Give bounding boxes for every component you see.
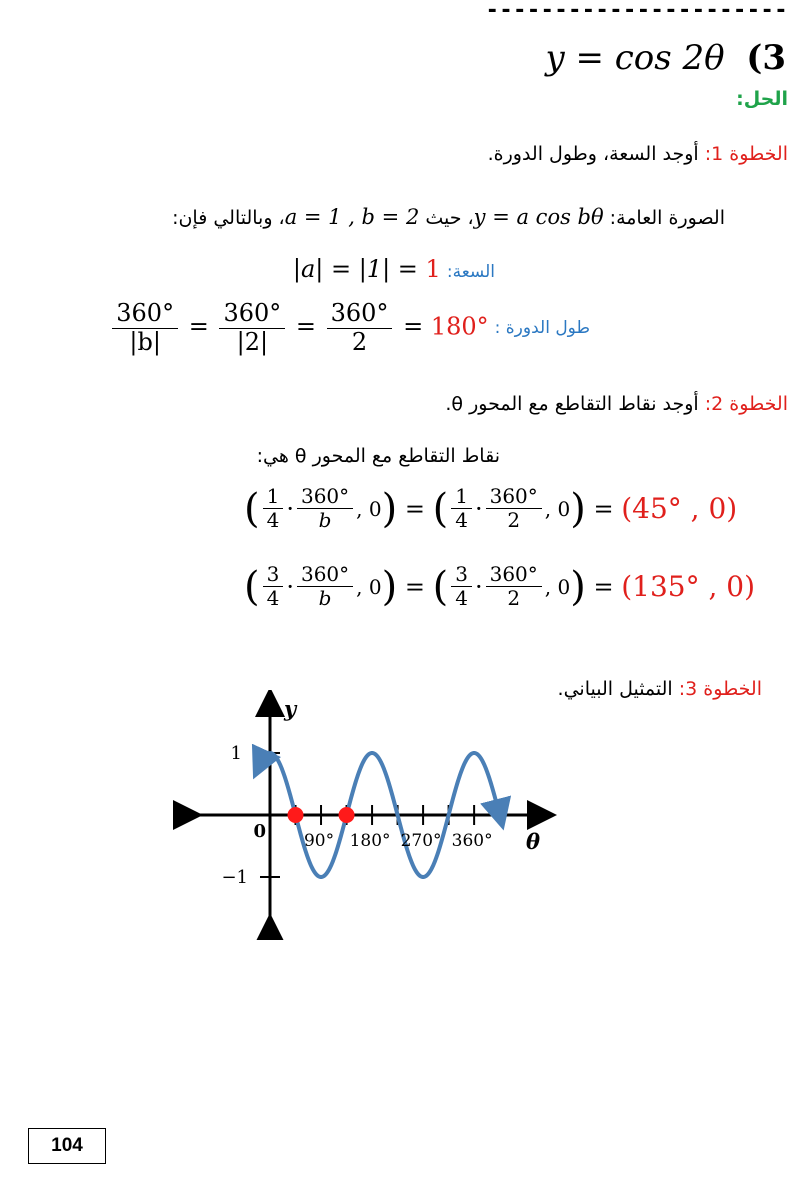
period-numerator: 360° [219, 300, 285, 329]
step1-label: الخطوة 1: [704, 143, 788, 165]
degree-numerator: 360° [486, 563, 542, 587]
zero: 0 [557, 574, 571, 599]
general-form-prefix: الصورة العامة: [609, 207, 725, 229]
step2-intro: نقاط التقاطع مع المحور θ هي: [256, 445, 500, 467]
y-tick-label: 1 [230, 743, 242, 764]
general-form-mid: ، حيث [425, 207, 474, 229]
problem-number: (3 [746, 38, 786, 78]
step3-heading [558, 678, 762, 700]
numeric-denominator: 2 [507, 508, 521, 532]
problem-title [545, 38, 786, 78]
ab-values: a = 1 , b = 2 [284, 205, 420, 229]
y-tick-label: −1 [221, 867, 248, 888]
step1-text: أوجد السعة، وطول الدورة. [487, 143, 699, 165]
period-denominator: |b| [129, 327, 161, 356]
numeric-denominator: 2 [507, 586, 521, 610]
period-expression: $\frac{360^\circ}{|b|}$ = $\frac{360^\circ}{|2|}$ = $\frac{360^\circ}{2}$ = 180° [109, 300, 488, 356]
x-tick-label: 360° [451, 831, 493, 851]
intercept-point [288, 807, 304, 823]
period-numerator: 360° [112, 300, 178, 329]
degree-numerator: 360° [297, 563, 353, 587]
amplitude-line [293, 255, 495, 283]
step1-heading [488, 143, 788, 165]
step2-heading [445, 393, 788, 415]
coef-numerator: 1 [263, 485, 284, 509]
general-form-suffix: ، وبالتالي فإن: [172, 207, 285, 229]
page-number: 104 [28, 1128, 106, 1164]
step3-label: الخطوة 3: [678, 678, 762, 700]
y-axis-label: y [284, 696, 297, 721]
period-numerator: 360° [327, 300, 393, 329]
intercept-2-result: (135° , 0) [621, 570, 756, 603]
cosine-curve-left-end [260, 753, 270, 765]
zero: 0 [368, 574, 382, 599]
intercept-point [339, 807, 355, 823]
coef-denominator: 4 [266, 508, 280, 532]
zero: 0 [368, 496, 382, 521]
x-tick-label: 180° [349, 831, 391, 851]
amplitude-expression: |a| = |1| = [292, 255, 418, 283]
period-value: 180° [430, 312, 489, 341]
x-tick-label: 270° [400, 831, 442, 851]
period-label: طول الدورة : [494, 318, 590, 339]
general-form-line [172, 205, 725, 229]
origin-label: 0 [253, 821, 266, 842]
step2-text: أوجد نقاط التقاطع مع المحور θ. [445, 393, 699, 415]
step3-text: التمثيل البياني. [557, 678, 673, 700]
degree-numerator: 360° [486, 485, 542, 509]
period-denominator: |2| [236, 327, 269, 356]
b-denominator: b [318, 508, 332, 532]
intercept-row-2: ( $\frac{3}{4}$ · $\frac{360^\circ}{b}$ , 0 ) = ( $\frac{3}{4}$ · $\frac{360^\circ}{2}$ , 0 ) = (135° , 0) [244, 562, 756, 610]
period-line [109, 300, 590, 356]
coef-denominator: 4 [455, 508, 468, 532]
section-divider: ---------------------- [485, 0, 788, 23]
period-denominator: 2 [351, 327, 368, 356]
coef-numerator: 1 [451, 485, 472, 509]
amplitude-label: السعة: [446, 262, 495, 282]
problem-equation: y = cos 2θ [545, 38, 725, 78]
coef-denominator: 4 [266, 586, 280, 610]
intercept-row-1: ( $\frac{1}{4}$ · $\frac{360^\circ}{b}$ , 0 ) = ( $\frac{1}{4}$ · $\frac{360^\circ}{2}$ , 0 ) = (45° , 0) [244, 484, 738, 532]
step2-label: الخطوة 2: [704, 393, 788, 415]
x-tick-label: 90° [303, 831, 335, 851]
intercept-1-result: (45° , 0) [621, 492, 738, 525]
cosine-graph [170, 690, 560, 940]
zero: 0 [557, 496, 571, 521]
solution-label: الحل: [736, 88, 788, 110]
amplitude-value: 1 [425, 255, 441, 283]
degree-numerator: 360° [297, 485, 353, 509]
coef-denominator: 4 [455, 586, 468, 610]
b-denominator: b [318, 586, 332, 610]
theta-axis-label: θ [526, 829, 541, 854]
coef-numerator: 3 [263, 563, 284, 587]
general-form-equation: y = a cos bθ [473, 205, 604, 229]
coef-numerator: 3 [451, 563, 472, 587]
